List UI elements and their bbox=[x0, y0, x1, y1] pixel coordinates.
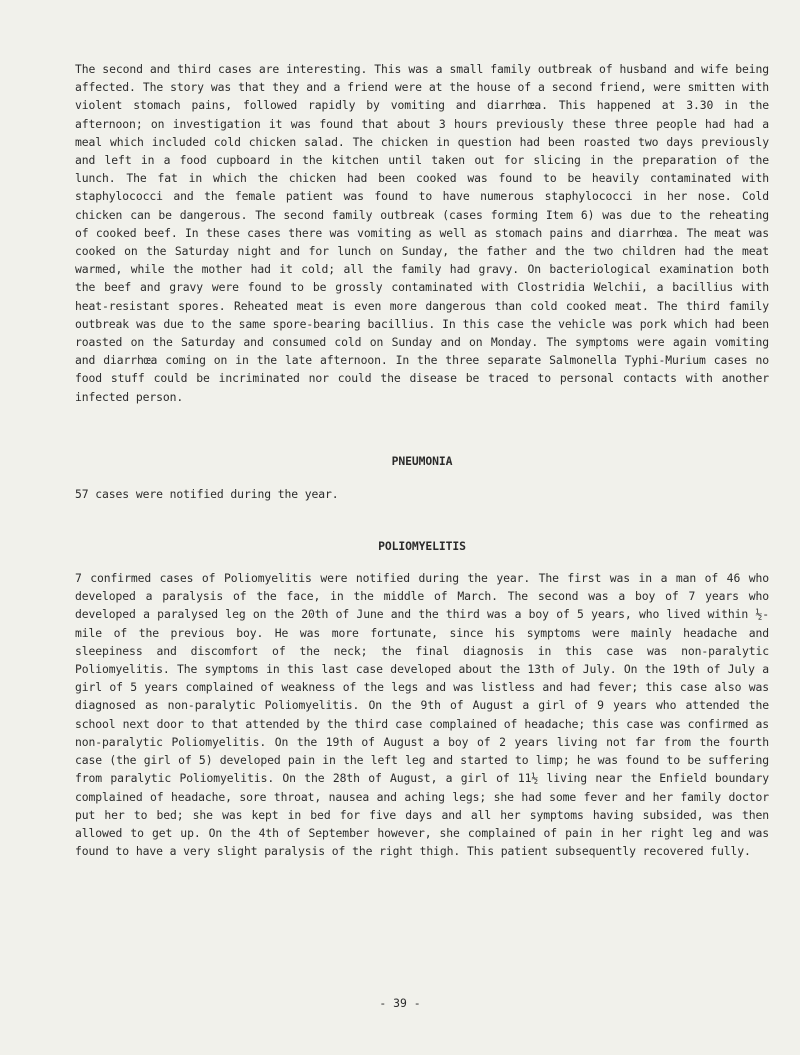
poliomyelitis-heading: POLIOMYELITIS bbox=[378, 539, 466, 554]
poliomyelitis-paragraph: 7 confirmed cases of Poliomyelitis were notified during the year. The first was in a man of 46 who developed a paralysis of the face, in the middle of March. The second was a boy of 7 years who developed a paralysed leg on the 20th of June and the third was a boy of 5 years, who lived within ½-mile of the previous boy. He was more fortunate, since his symptoms were mainly headache and sleepiness and discomfort of the neck; the final diagnosis in this case was non-paralytic Poliomyelitis. The symptoms in this last case developed about the 13th of July. On the 19th of July a girl of 5 years complained of weakness of the legs and was listless and had fever; this case also was diagnosed as non-paralytic Poliomyelitis. On the 9th of August a girl of 9 years who attended the school next door to that attended by the third case complained of headache; this case was confirmed as non-paralytic Poliomyelitis. On the 19th of August a boy of 2 years living not far from the fourth case (the girl of 5) developed pain in the left leg and started to limp; he was found to be suffering from paralytic Poliomyelitis. On the 28th of August, a girl of 11½ living near the Enfield boundary complained of headache, sore throat, nausea and aching legs; she had some fever and her family doctor put her to bed; she was kept in bed for five days and all her symptoms having subsided, was then allowed to get up. On the 4th of September however, she complained of pain in her right leg and was found to have a very slight paralysis of the right thigh. This patient subsequently recovered fully. bbox=[75, 571, 769, 859]
intro-paragraph: The second and third cases are interesting. This was a small family outbreak of husband and wife being affected. The story was that they and a friend were at the house of a second friend, were smitten with violent stomach pains, followed rapidly by vomiting and diarrhœa. This happened at 3.30 in the afternoon; on investigation it was found that about 3 hours previously these three people had had a meal which included cold chicken salad. The chicken in question had been roasted two days previously and left in a food cupboard in the kitchen until taken out for slicing in the preparation of the lunch. The fat in which the chicken had been cooked was found to be heavily contaminated with staphylococci and the female patient was found to have numerous staphylococci in her nose. Cold chicken can be dangerous. The second family outbreak (cases forming Item 6) was due to the reheating of cooked beef. In these cases there was vomiting as well as stomach pains and diarrhœa. The meat was cooked on the Saturday night and for lunch on Sunday, the father and the two children had the meat warmed, while the mother had it cold; all the family had gravy. On bacteriological examination both the beef and gravy were found to be grossly contaminated with Clostridia Welchii, a bacillius with heat-resistant spores. Reheated meat is even more dangerous than cold cooked meat. The third family outbreak was due to the same spore-bearing bacillius. In this case the vehicle was pork which had been roasted on the Saturday and consumed cold on Sunday and on Monday. The symptoms were again vomiting and diarrhœa coming on in the late afternoon. In the three separate Salmonella Typhi-Murium cases no food stuff could be incriminated nor could the disease be traced to personal contacts with another infected person. bbox=[75, 62, 769, 404]
pneumonia-paragraph: 57 cases were notified during the year. bbox=[75, 486, 339, 501]
pneumonia-heading: PNEUMONIA bbox=[391, 453, 453, 468]
document-page bbox=[75, 60, 769, 860]
page-number: - 39 - bbox=[379, 996, 421, 1010]
